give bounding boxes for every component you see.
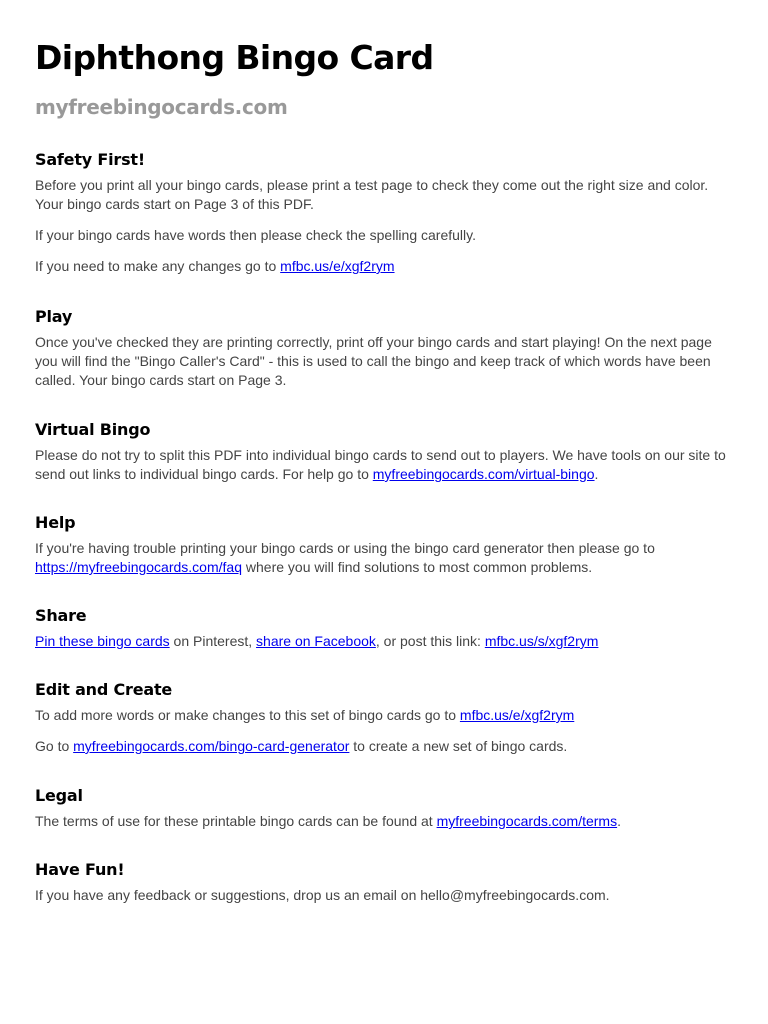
section-heading-edit: Edit and Create bbox=[35, 680, 173, 699]
section-heading-share: Share bbox=[35, 606, 87, 625]
virtual-paragraph-1 bbox=[35, 446, 738, 484]
section-heading-play: Play bbox=[35, 307, 73, 326]
section-virtual-bingo bbox=[35, 419, 738, 484]
section-share bbox=[35, 605, 738, 651]
legal-p1-end: . bbox=[617, 813, 621, 829]
play-paragraph-1: Once you've checked they are printing correctly, print off your bingo cards and start playing! On the next page you will find the "Bingo Caller's Card" - this is used to call the bingo and keep track of which words have been called. Your bingo cards start on Page 3. bbox=[35, 334, 712, 388]
section-heading-fun: Have Fun! bbox=[35, 860, 125, 879]
generator-link[interactable]: myfreebingocards.com/bingo-card-generator bbox=[73, 738, 350, 754]
share-text-1: on Pinterest, bbox=[169, 633, 257, 649]
help-paragraph-1 bbox=[35, 539, 738, 577]
faq-link[interactable]: https://myfreebingocards.com/faq bbox=[35, 559, 242, 575]
share-short-link[interactable]: mfbc.us/s/xgf2rym bbox=[484, 633, 599, 649]
edit-p1-text: To add more words or make changes to this set of bingo cards go to bbox=[35, 707, 460, 723]
page-title: Diphthong Bingo Card bbox=[35, 38, 434, 77]
share-text-2: , or post this link: bbox=[375, 633, 485, 649]
pinterest-link[interactable]: Pin these bingo cards bbox=[35, 633, 170, 649]
site-subtitle: myfreebingocards.com bbox=[35, 95, 288, 119]
virtual-p1-end: . bbox=[594, 466, 599, 482]
edit-p2-end: to create a new set of bingo cards. bbox=[349, 738, 568, 754]
facebook-share-link[interactable]: share on Facebook bbox=[256, 633, 376, 649]
legal-paragraph-1 bbox=[35, 812, 738, 831]
safety-paragraph-3 bbox=[35, 257, 738, 276]
edit-paragraph-1 bbox=[35, 706, 738, 725]
edit-link[interactable]: mfbc.us/e/xgf2rym bbox=[459, 707, 575, 723]
edit-p2-text: Go to bbox=[35, 738, 74, 754]
section-edit-create bbox=[35, 679, 738, 756]
legal-p1-text: The terms of use for these printable bingo cards can be found at bbox=[35, 813, 437, 829]
virtual-p1-text: Please do not try to split this PDF into individual bingo cards to send out to players. We have tools on our site to send out links to individual bingo cards. For help go to bbox=[35, 447, 726, 482]
safety-paragraph-2: If your bingo cards have words then please check the spelling carefully. bbox=[35, 227, 476, 243]
section-heading-help: Help bbox=[35, 513, 76, 532]
document-page bbox=[0, 0, 768, 121]
virtual-bingo-link[interactable]: myfreebingocards.com/virtual-bingo bbox=[372, 466, 595, 482]
section-legal bbox=[35, 785, 738, 831]
section-heading-virtual: Virtual Bingo bbox=[35, 420, 151, 439]
help-p1-text: If you're having trouble printing your bingo cards or using the bingo card generator then please go to bbox=[35, 540, 655, 556]
section-safety-first bbox=[35, 149, 738, 276]
section-help bbox=[35, 512, 738, 577]
fun-paragraph-1: If you have any feedback or suggestions, drop us an email on hello@myfreebingocards.com. bbox=[35, 887, 610, 903]
edit-paragraph-2 bbox=[35, 737, 738, 756]
section-heading-safety: Safety First! bbox=[35, 150, 145, 169]
terms-link[interactable]: myfreebingocards.com/terms bbox=[436, 813, 618, 829]
share-paragraph bbox=[35, 632, 738, 651]
section-have-fun bbox=[35, 859, 738, 905]
safety-p3-text: If you need to make any changes go to bbox=[35, 258, 281, 274]
section-heading-legal: Legal bbox=[35, 786, 83, 805]
edit-link-safety[interactable]: mfbc.us/e/xgf2rym bbox=[280, 258, 395, 274]
help-p1-end: where you will find solutions to most common problems. bbox=[242, 559, 593, 575]
section-play bbox=[35, 306, 738, 390]
safety-paragraph-1: Before you print all your bingo cards, please print a test page to check they come out the right size and color. Your bingo cards start on Page 3 of this PDF. bbox=[35, 177, 709, 212]
